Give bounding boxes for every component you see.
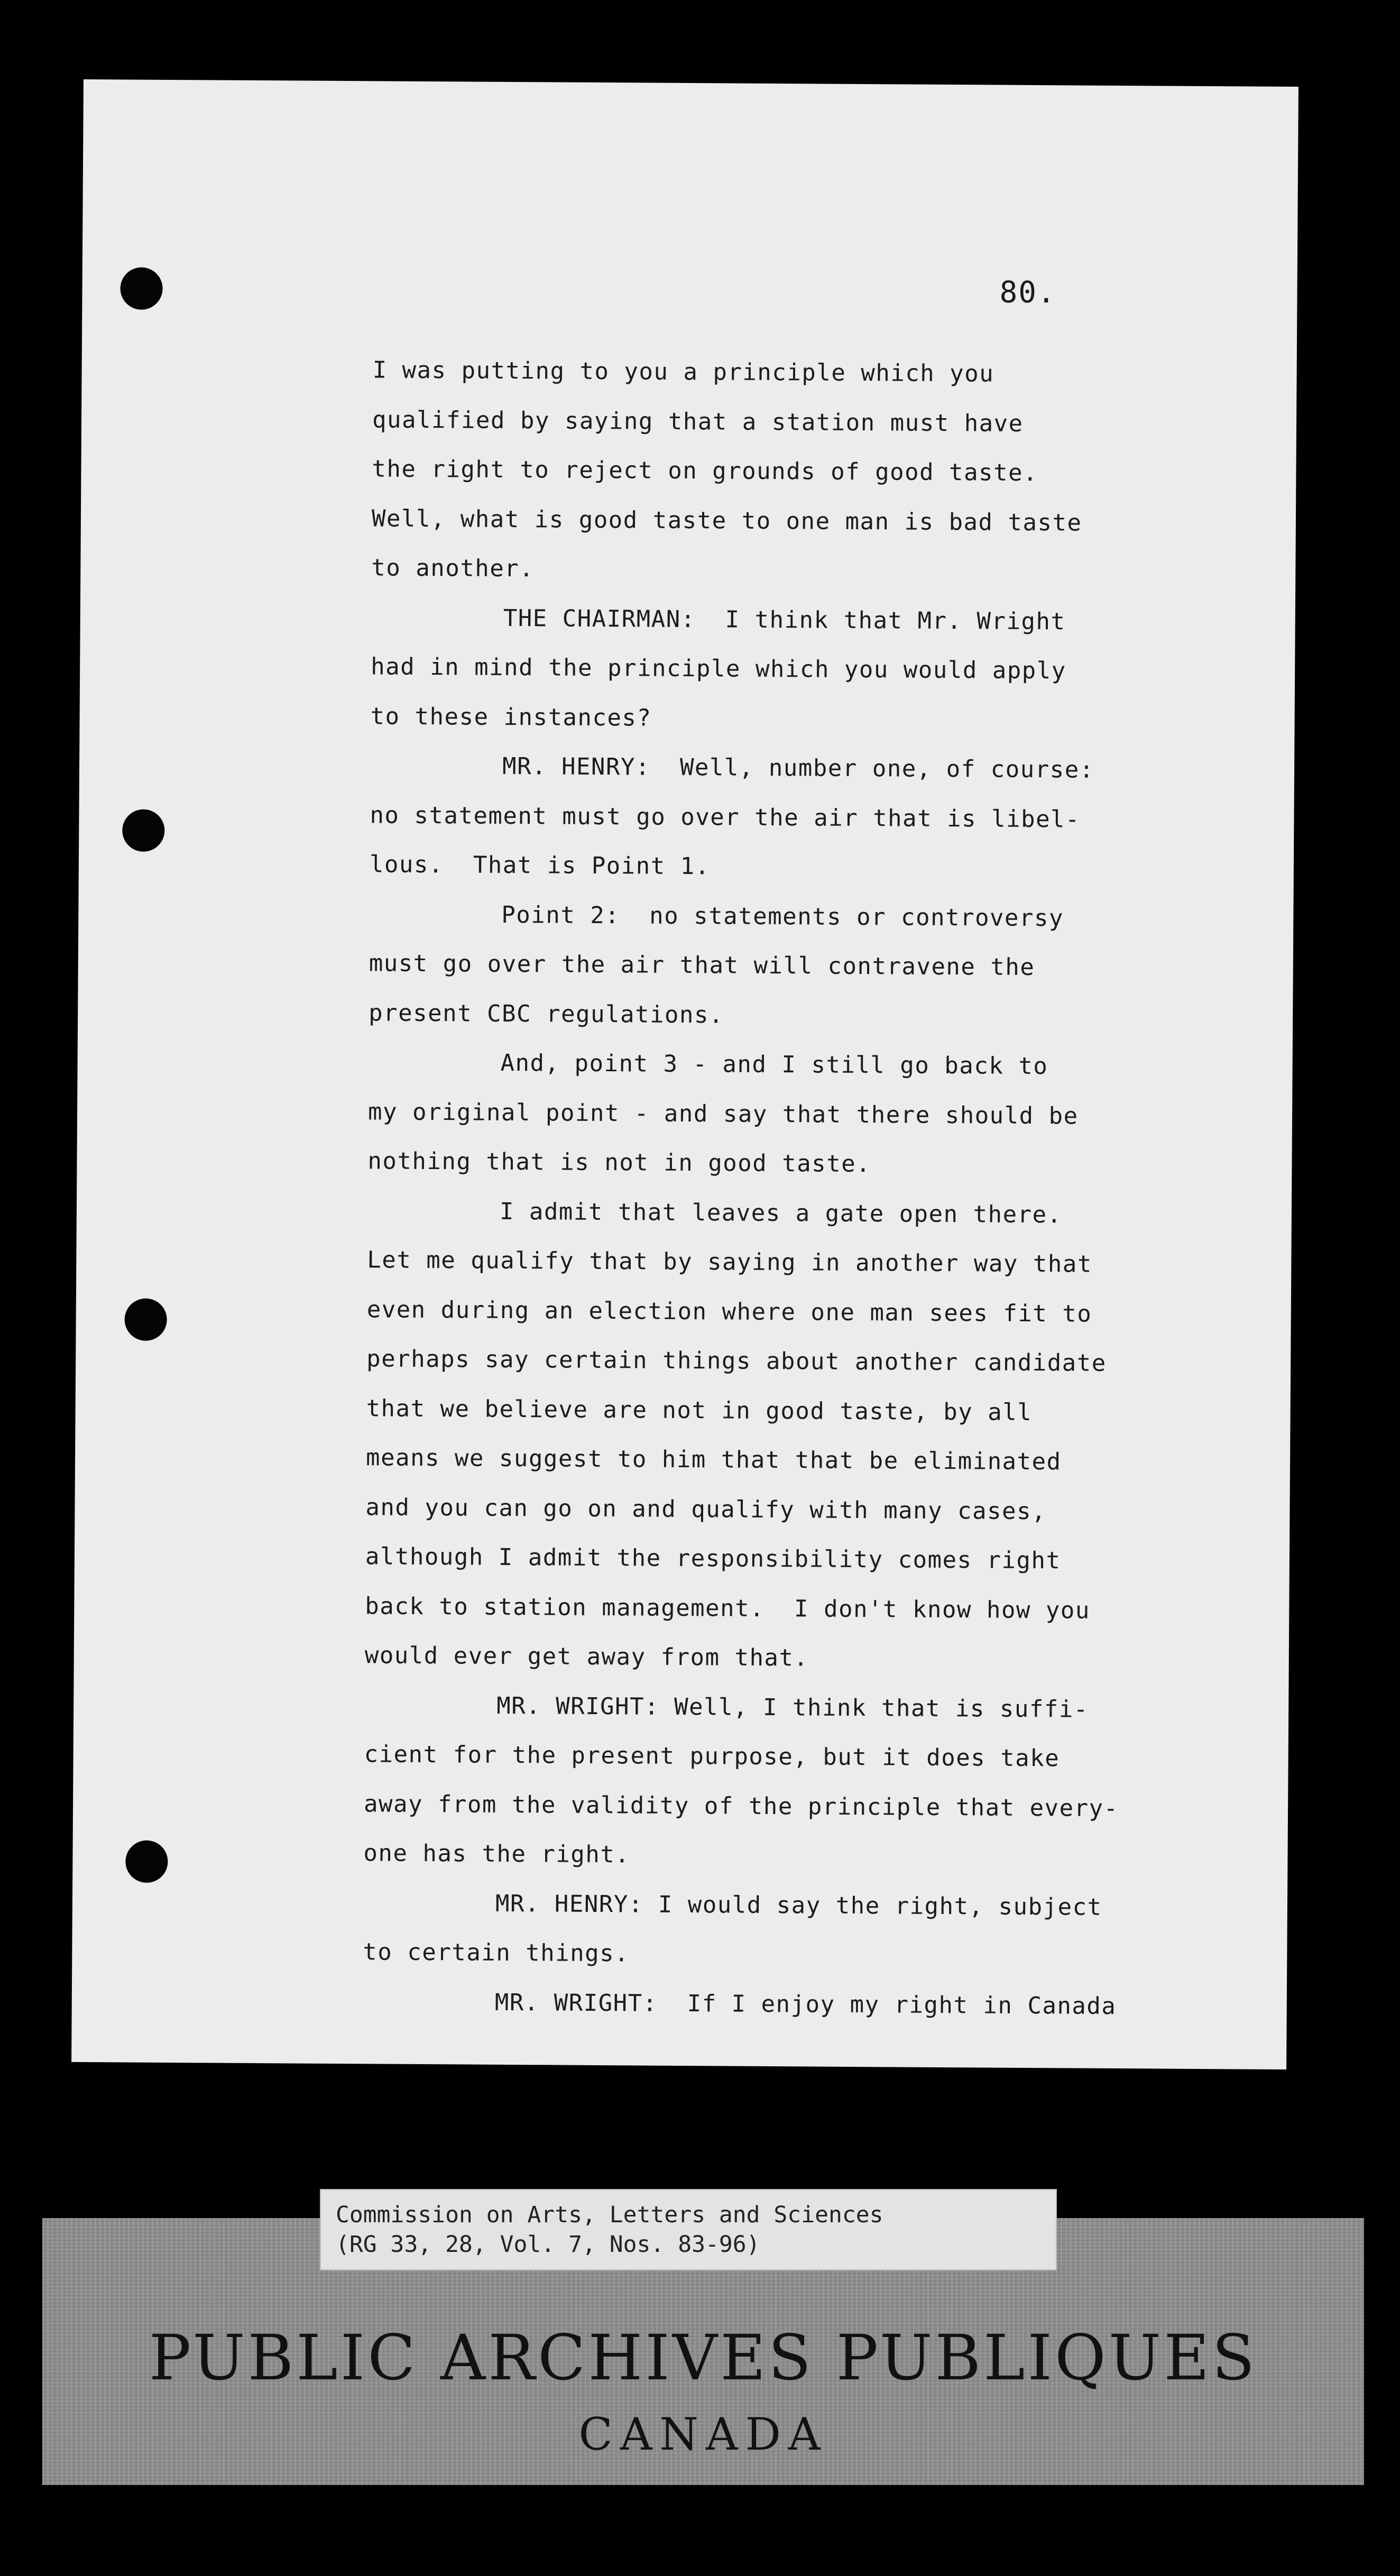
text-line: present CBC regulations. <box>369 999 724 1028</box>
text-line: must go over the air that will contravene the <box>369 950 1035 981</box>
text-line: and you can go on and qualify with many cases, <box>365 1493 1047 1525</box>
archive-title: PUBLIC ARCHIVES PUBLIQUES <box>149 2321 1258 2394</box>
typewritten-page <box>71 79 1298 2069</box>
slip-collection-name: Commission on Arts, Letters and Sciences <box>336 2202 883 2228</box>
text-line: to certain things. <box>363 1938 630 1967</box>
text-line: back to station management. I don't know how you <box>365 1592 1091 1624</box>
text-line: nothing that is not in good taste. <box>367 1147 871 1178</box>
text-line: THE CHAIRMAN: I think that Mr. Wright <box>503 604 1066 635</box>
text-line: Point 2: no statements or controversy <box>501 901 1064 932</box>
text-line: MR. HENRY: Well, number one, of course: <box>502 752 1094 784</box>
text-line: no statement must go over the air that is libel- <box>370 801 1081 833</box>
punch-hole <box>122 809 164 851</box>
text-line: even during an election where one man sees fit to <box>366 1295 1092 1328</box>
text-line: means we suggest to him that that be eliminated <box>365 1444 1062 1476</box>
text-line: had in mind the principle which you would apply <box>371 653 1066 685</box>
punch-hole <box>120 267 162 309</box>
text-line: away from the validity of the principle that every- <box>363 1790 1119 1822</box>
text-line: And, point 3 - and I still go back to <box>500 1049 1048 1080</box>
text-line: perhaps say certain things about another candidate <box>366 1345 1107 1377</box>
archive-reference-slip <box>320 2189 1057 2270</box>
text-line: cient for the present purpose, but it does take <box>364 1741 1060 1772</box>
text-line: although I admit the responsibility comes right <box>365 1543 1061 1575</box>
text-line: lous. That is Point 1. <box>369 851 710 880</box>
text-line: MR. WRIGHT: If I enjoy my right in Canada <box>494 1989 1117 2020</box>
text-line: MR. HENRY: I would say the right, subject <box>495 1890 1102 1921</box>
text-line: Let me qualify that by saying in another way that <box>367 1246 1093 1278</box>
text-line: to another. <box>371 554 535 583</box>
archive-country: CANADA <box>578 2408 828 2460</box>
transcript-text <box>363 345 1272 2031</box>
text-line: would ever get away from that. <box>364 1642 809 1672</box>
slip-reference-number: (RG 33, 28, Vol. 7, Nos. 83-96) <box>336 2231 760 2258</box>
text-line: that we believe are not in good taste, by all <box>366 1394 1033 1426</box>
text-line: the right to reject on grounds of good taste. <box>372 455 1038 487</box>
text-line: my original point - and say that there should be <box>367 1098 1079 1130</box>
text-line: MR. WRIGHT: Well, I think that is suffi- <box>496 1692 1089 1723</box>
punch-hole <box>124 1299 167 1341</box>
text-line: I was putting to you a principle which you <box>372 356 994 388</box>
page-number: 80. <box>999 275 1056 310</box>
text-line: one has the right. <box>363 1839 630 1869</box>
text-line: Well, what is good taste to one man is bad taste <box>371 504 1082 537</box>
punch-hole <box>125 1841 168 1883</box>
text-line: I admit that leaves a gate open there. <box>499 1198 1062 1228</box>
text-line: to these instances? <box>370 702 652 732</box>
text-line: qualified by saying that a station must have <box>372 406 1024 437</box>
